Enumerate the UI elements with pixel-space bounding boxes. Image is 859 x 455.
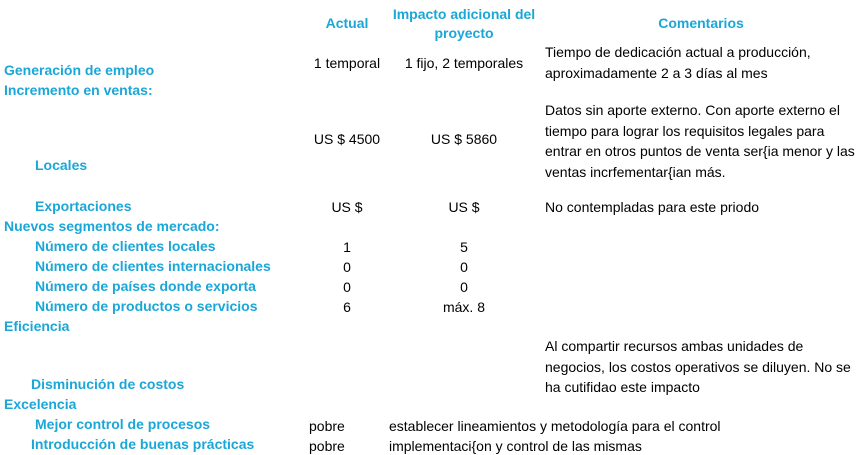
actual-clientes-locales: 1 — [343, 239, 351, 255]
impacto-exportaciones: US $ — [448, 199, 480, 215]
detalle-mejor-control: establecer lineamientos y metodología para el control — [389, 418, 721, 434]
label-buenas-practicas: Introducción de buenas prácticas — [31, 436, 255, 452]
impacto-paises-exporta: 0 — [460, 279, 468, 295]
header-actual: Actual — [325, 15, 369, 31]
label-paises-exporta: Número de países donde exporta — [35, 278, 256, 294]
actual-clientes-internacionales: 0 — [343, 259, 351, 275]
header-comentarios: Comentarios — [658, 15, 744, 31]
label-generacion-empleo: Generación de empleo — [4, 62, 155, 78]
impacto-clientes-locales: 5 — [460, 239, 468, 255]
actual-paises-exporta: 0 — [343, 279, 351, 295]
label-excelencia: Excelencia — [4, 396, 77, 412]
actual-generacion-empleo: 1 temporal — [313, 55, 381, 71]
actual-exportaciones: US $ — [331, 199, 363, 215]
label-disminucion-costos: Disminución de costos — [31, 376, 185, 392]
impacto-generacion-empleo: 1 fijo, 2 temporales — [404, 55, 524, 71]
label-productos-servicios: Número de productos o servicios — [35, 298, 258, 314]
actual-productos-servicios: 6 — [343, 299, 351, 315]
label-locales: Locales — [35, 157, 88, 173]
comentario-disminucion-costos: Al compartir recursos ambas unidades de negocios, los costos operativos se diluyen. No se ha cutifidao este impacto — [545, 338, 851, 395]
label-clientes-internacionales: Número de clientes internacionales — [35, 258, 271, 274]
actual-mejor-control: pobre — [309, 418, 345, 434]
comentario-exportaciones: No contempladas para este priodo — [545, 199, 760, 215]
label-clientes-locales: Número de clientes locales — [35, 238, 216, 254]
label-exportaciones: Exportaciones — [35, 198, 132, 214]
detalle-buenas-practicas: implementaci{on y control de las mismas — [389, 438, 642, 454]
actual-locales: US $ 4500 — [313, 131, 381, 147]
comentario-generacion-empleo: Tiempo de dedicación actual a producción, aproximadamente 2 a 3 días al mes — [545, 44, 811, 81]
label-incremento-ventas: Incremento en ventas: — [4, 82, 153, 98]
impacto-productos-servicios: máx. 8 — [442, 299, 485, 315]
comentario-locales: Datos sin aporte externo. Con aporte externo el tiempo para lograr los requisitos legales para entrar en otros puntos de venta ser{ia menor y las ventas incrfementar{ian más. — [545, 102, 855, 180]
header-impacto: Impacto adicional del proyecto — [392, 6, 536, 41]
label-mejor-control: Mejor control de procesos — [35, 416, 211, 432]
label-eficiencia: Eficiencia — [4, 318, 70, 334]
label-nuevos-segmentos: Nuevos segmentos de mercado: — [4, 218, 220, 234]
impacto-locales: US $ 5860 — [430, 131, 498, 147]
actual-buenas-practicas: pobre — [309, 438, 345, 454]
impacto-clientes-internacionales: 0 — [460, 259, 468, 275]
